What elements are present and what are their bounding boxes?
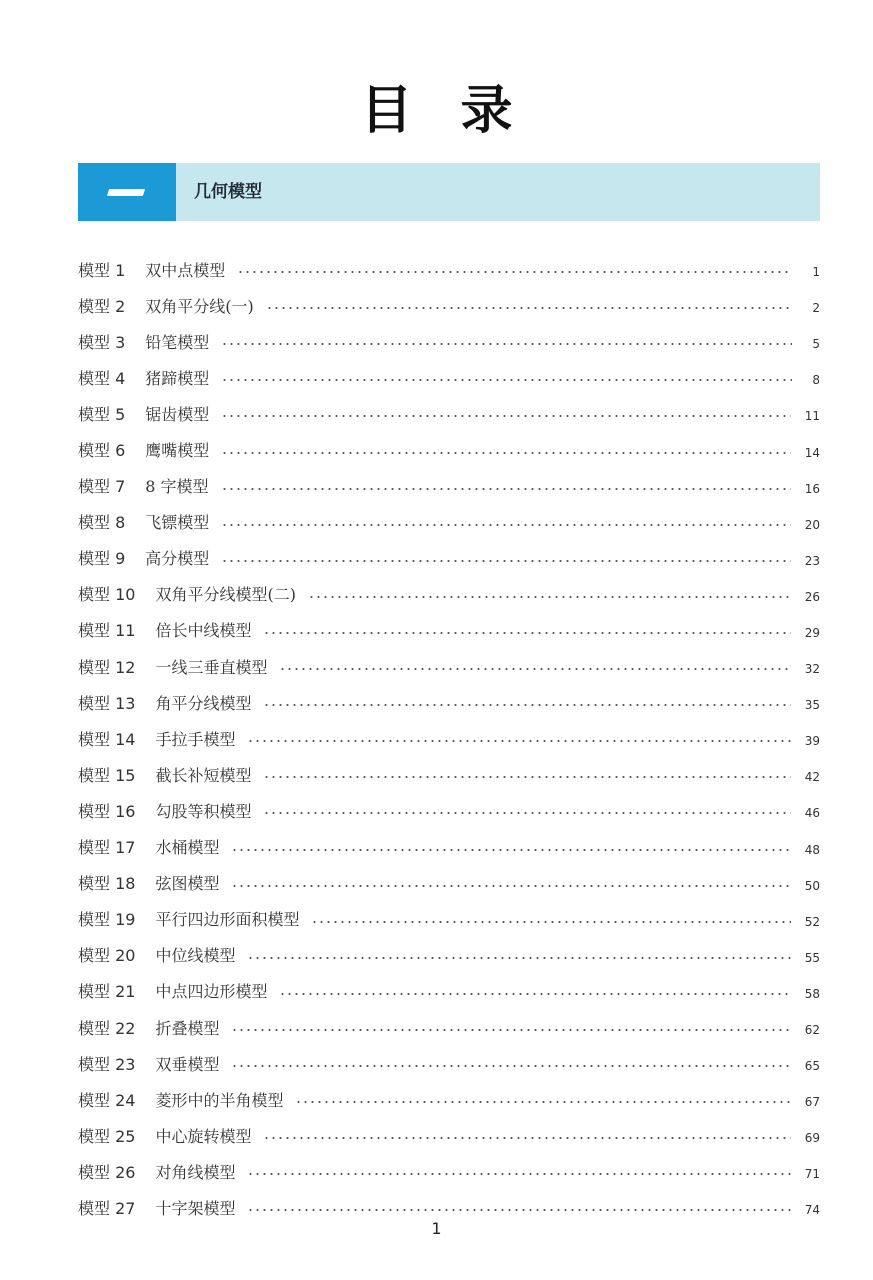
- toc-entry[interactable]: [78, 504, 820, 540]
- entry-title: 对角线模型: [155, 1162, 236, 1182]
- dot-leader: [221, 488, 791, 490]
- toc-entry[interactable]: [78, 287, 820, 323]
- entry-number: 模型 7: [78, 477, 126, 497]
- entry-title: 角平分线模型: [155, 693, 252, 713]
- entry-title: 一线三垂直模型: [155, 657, 268, 677]
- dot-leader: [221, 343, 792, 345]
- entry-title: 猪蹄模型: [145, 368, 210, 388]
- entry-page: 16: [804, 481, 820, 496]
- entry-page: 11: [804, 409, 820, 424]
- toc-entry[interactable]: [78, 468, 820, 504]
- dot-leader: [237, 271, 792, 273]
- dot-leader: [221, 524, 790, 526]
- entry-number: 模型 3: [78, 332, 126, 352]
- entry-page: 58: [804, 986, 820, 1001]
- toc-entry[interactable]: [78, 431, 820, 467]
- entry-title: 中心旋转模型: [155, 1126, 252, 1146]
- entry-title: 中位线模型: [155, 946, 236, 966]
- toc-entry[interactable]: [78, 251, 820, 287]
- dot-leader: [263, 704, 790, 706]
- entry-number: 模型 10: [78, 585, 136, 605]
- dot-leader: [263, 812, 790, 814]
- dot-leader: [247, 1173, 790, 1175]
- entry-number: 模型 11: [78, 621, 136, 641]
- toc-entry[interactable]: [78, 829, 820, 865]
- entry-page: 1: [812, 265, 820, 280]
- entry-page: 26: [804, 589, 820, 604]
- entry-title: 飞镖模型: [145, 513, 210, 533]
- entry-page: 74: [804, 1203, 820, 1218]
- dot-leader: [308, 596, 791, 598]
- dot-leader: [279, 668, 790, 670]
- entry-title: 手拉手模型: [155, 729, 236, 749]
- entry-number: 模型 25: [78, 1126, 136, 1146]
- dot-leader: [231, 885, 790, 887]
- chapter-one-glyph: [107, 189, 145, 196]
- entry-title: 平行四边形面积模型: [155, 910, 300, 930]
- dot-leader: [221, 452, 790, 454]
- entry-page: 39: [804, 734, 820, 749]
- entry-title: 高分模型: [145, 549, 210, 569]
- entry-number: 模型 26: [78, 1162, 136, 1182]
- entry-page: 8: [812, 373, 820, 388]
- section-banner: [78, 163, 820, 221]
- entry-number: 模型 20: [78, 946, 136, 966]
- entry-page: 35: [804, 698, 820, 713]
- toc-entry[interactable]: [78, 1009, 820, 1045]
- dot-leader: [263, 776, 790, 778]
- entry-number: 模型 15: [78, 765, 136, 785]
- entry-page: 55: [804, 950, 820, 965]
- entry-number: 模型 5: [78, 404, 126, 424]
- entry-page: 20: [804, 517, 820, 532]
- dot-leader: [311, 921, 790, 923]
- table-of-contents: [78, 251, 820, 1226]
- toc-entry[interactable]: [78, 323, 820, 359]
- entry-title: 锯齿模型: [145, 404, 210, 424]
- entry-title: 勾股等积模型: [155, 801, 252, 821]
- entry-page: 48: [804, 842, 820, 857]
- entry-page: 2: [812, 301, 820, 316]
- toc-entry[interactable]: [78, 540, 820, 576]
- entry-page: 71: [804, 1167, 820, 1182]
- entry-title: 鹰嘴模型: [145, 441, 210, 461]
- entry-number: 模型 6: [78, 441, 126, 461]
- entry-title: 双中点模型: [145, 260, 226, 280]
- dot-leader: [279, 993, 790, 995]
- toc-entry[interactable]: [78, 359, 820, 395]
- entry-number: 模型 23: [78, 1054, 136, 1074]
- toc-entry[interactable]: [78, 1117, 820, 1153]
- page-number: 1: [431, 1219, 442, 1238]
- entry-page: 52: [804, 914, 820, 929]
- dot-leader: [231, 849, 790, 851]
- toc-entry[interactable]: [78, 612, 820, 648]
- entry-number: 模型 4: [78, 368, 126, 388]
- entry-page: 23: [804, 553, 820, 568]
- entry-number: 模型 21: [78, 982, 136, 1002]
- dot-leader: [221, 560, 790, 562]
- toc-entry[interactable]: [78, 792, 820, 828]
- dot-leader: [247, 1209, 790, 1211]
- entry-title: 中点四边形模型: [155, 982, 268, 1002]
- entry-number: 模型 13: [78, 693, 136, 713]
- entry-title: 截长补短模型: [155, 765, 252, 785]
- entry-page: 50: [804, 878, 820, 893]
- entry-number: 模型 22: [78, 1018, 136, 1038]
- toc-entry[interactable]: [78, 1081, 820, 1117]
- toc-entry[interactable]: [78, 1045, 820, 1081]
- entry-page: 69: [804, 1131, 820, 1146]
- entry-number: 模型 2: [78, 296, 126, 316]
- entry-page: 14: [804, 445, 820, 460]
- entry-page: 62: [804, 1023, 820, 1038]
- entry-number: 模型 8: [78, 513, 126, 533]
- dot-leader: [263, 632, 790, 634]
- entry-title: 倍长中线模型: [155, 621, 252, 641]
- entry-number: 模型 18: [78, 874, 136, 894]
- entry-number: 模型 9: [78, 549, 126, 569]
- entry-page: 46: [804, 806, 820, 821]
- dot-leader: [231, 1065, 790, 1067]
- toc-entry[interactable]: [78, 395, 820, 431]
- entry-page: 32: [804, 662, 820, 677]
- entry-number: 模型 12: [78, 657, 136, 677]
- section-number-badge: [78, 163, 176, 221]
- section-title: 几何模型: [194, 182, 262, 202]
- dot-leader: [221, 379, 792, 381]
- entry-title: 8 字模型: [145, 477, 209, 497]
- entry-page: 5: [812, 337, 820, 352]
- toc-entry[interactable]: [78, 648, 820, 684]
- entry-title: 铅笔模型: [145, 332, 210, 352]
- toc-entry[interactable]: [78, 684, 820, 720]
- toc-entry[interactable]: [78, 756, 820, 792]
- entry-page: 67: [804, 1095, 820, 1110]
- dot-leader: [295, 1101, 790, 1103]
- toc-entry[interactable]: [78, 865, 820, 901]
- entry-number: 模型 16: [78, 801, 136, 821]
- entry-title: 弦图模型: [155, 874, 220, 894]
- entry-title: 双角平分线模型(二): [155, 585, 296, 605]
- dot-leader: [247, 957, 790, 959]
- toc-entry[interactable]: [78, 576, 820, 612]
- entry-title: 菱形中的半角模型: [155, 1090, 284, 1110]
- entry-number: 模型 19: [78, 910, 136, 930]
- entry-title: 水桶模型: [155, 838, 220, 858]
- toc-entry[interactable]: [78, 1153, 820, 1189]
- entry-number: 模型 14: [78, 729, 136, 749]
- entry-title: 折叠模型: [155, 1018, 220, 1038]
- toc-entry[interactable]: [78, 901, 820, 937]
- toc-entry[interactable]: [78, 937, 820, 973]
- dot-leader: [247, 740, 790, 742]
- dot-leader: [221, 415, 790, 417]
- page-title: 目录: [360, 81, 561, 141]
- entry-number: 模型 24: [78, 1090, 136, 1110]
- toc-entry[interactable]: [78, 720, 820, 756]
- entry-page: 29: [804, 625, 820, 640]
- dot-leader: [231, 1029, 790, 1031]
- entry-number: 模型 17: [78, 838, 136, 858]
- entry-page: 65: [804, 1059, 820, 1074]
- entry-title: 十字架模型: [155, 1198, 236, 1218]
- toc-entry[interactable]: [78, 973, 820, 1009]
- entry-number: 模型 27: [78, 1198, 136, 1218]
- entry-page: 42: [804, 770, 820, 785]
- entry-title: 双角平分线(一): [145, 296, 254, 316]
- dot-leader: [266, 307, 792, 309]
- entry-title: 双垂模型: [155, 1054, 220, 1074]
- dot-leader: [263, 1137, 790, 1139]
- entry-number: 模型 1: [78, 260, 126, 280]
